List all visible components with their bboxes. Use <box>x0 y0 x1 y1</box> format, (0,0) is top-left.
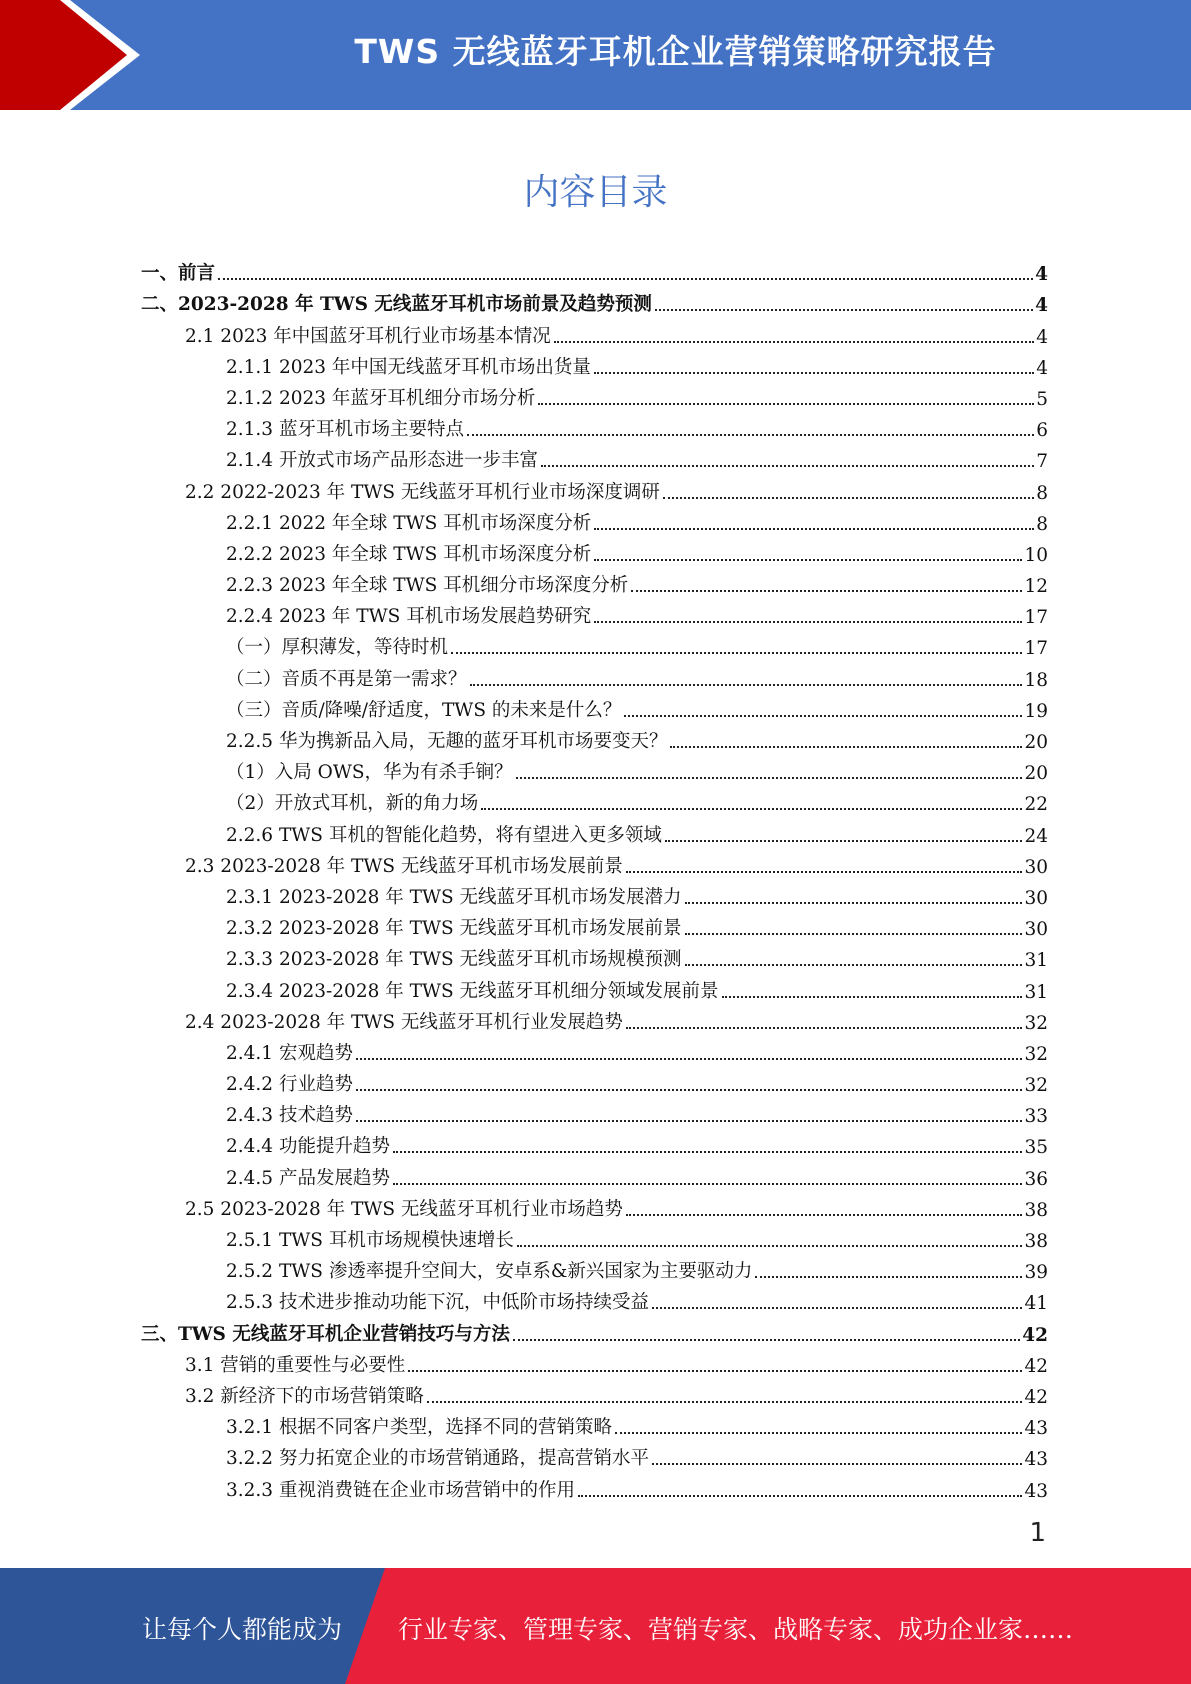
toc-entry[interactable] <box>141 1439 1048 1470</box>
toc-dot-leader <box>356 1120 1023 1122</box>
toc-entry-label: 2.2.1 2022 年全球 TWS 耳机市场深度分析 <box>226 512 592 534</box>
toc-entry[interactable] <box>141 441 1048 472</box>
toc-entry-label: 3.2.3 重视消费链在企业市场营销中的作用 <box>226 1479 575 1501</box>
toc-entry[interactable] <box>141 379 1048 410</box>
toc-entry[interactable] <box>141 1377 1048 1408</box>
toc-entry[interactable] <box>141 815 1048 846</box>
toc-entry-label: 2.1.3 蓝牙耳机市场主要特点 <box>226 419 464 441</box>
toc-dot-leader <box>594 559 1022 561</box>
toc-entry-page: 8 <box>1036 482 1048 504</box>
toc-dot-leader <box>356 1058 1023 1060</box>
toc-entry[interactable] <box>141 784 1048 815</box>
toc-entry-label: 二、2023-2028 年 TWS 无线蓝牙耳机市场前景及趋势预测 <box>141 294 652 316</box>
toc-dot-leader <box>652 1307 1022 1309</box>
toc-entry[interactable] <box>141 504 1048 535</box>
toc-dot-leader <box>685 964 1023 966</box>
toc-entry-label: 2.3.3 2023-2028 年 TWS 无线蓝牙耳机市场规模预测 <box>226 949 682 971</box>
toc-dot-leader <box>517 1245 1023 1247</box>
toc-entry-label: 2.3.2 2023-2028 年 TWS 无线蓝牙耳机市场发展前景 <box>226 918 682 940</box>
toc-entry-label: （一）厚积薄发，等待时机 <box>226 637 449 659</box>
toc-dot-leader <box>626 1027 1023 1029</box>
toc-entry-page: 8 <box>1036 513 1048 535</box>
toc-entry-page: 10 <box>1024 544 1048 566</box>
page-number: 1 <box>1029 1518 1046 1548</box>
toc-entry[interactable] <box>141 1408 1048 1439</box>
toc-entry[interactable] <box>141 410 1048 441</box>
toc-entry[interactable] <box>141 909 1048 940</box>
toc-entry[interactable] <box>141 348 1048 379</box>
toc-entry[interactable] <box>141 628 1048 659</box>
toc-entry-label: 2.4.2 行业趋势 <box>226 1074 353 1096</box>
toc-entry-page: 42 <box>1024 1355 1048 1377</box>
toc-entry[interactable] <box>141 1314 1048 1345</box>
toc-entry[interactable] <box>141 1283 1048 1314</box>
toc-entry[interactable] <box>141 753 1048 784</box>
toc-dot-leader <box>356 1089 1023 1091</box>
toc-entry-page: 36 <box>1024 1168 1048 1190</box>
toc-entry-label: 2.4.4 功能提升趋势 <box>226 1136 390 1158</box>
toc-entry[interactable] <box>141 722 1048 753</box>
toc-entry-label: 3.2.2 努力拓宽企业的市场营销通路，提高营销水平 <box>226 1448 649 1470</box>
toc-heading: 内容目录 <box>523 172 668 213</box>
toc-dot-leader <box>626 871 1023 873</box>
toc-dot-leader <box>722 996 1023 998</box>
toc-dot-leader <box>685 933 1023 935</box>
toc-entry[interactable] <box>141 472 1048 503</box>
toc-entry-page: 12 <box>1024 576 1048 598</box>
toc-entry-page: 32 <box>1024 1012 1048 1034</box>
toc-dot-leader <box>685 902 1023 904</box>
toc-dot-leader <box>655 309 1033 311</box>
toc-entry-page: 39 <box>1024 1262 1048 1284</box>
toc-entry[interactable] <box>141 285 1048 316</box>
toc-entry[interactable] <box>141 1065 1048 1096</box>
toc-entry[interactable] <box>141 878 1048 909</box>
toc-dot-leader <box>615 1432 1022 1434</box>
toc-entry-label: 2.3.4 2023-2028 年 TWS 无线蓝牙耳机细分领域发展前景 <box>226 980 719 1002</box>
toc-dot-leader <box>594 621 1022 623</box>
header-banner <box>0 0 1191 110</box>
toc-entry[interactable] <box>141 1221 1048 1252</box>
toc-entry-label: （二）音质不再是第一需求？ <box>226 668 467 690</box>
toc-entry-page: 33 <box>1024 1106 1048 1128</box>
toc-dot-leader <box>663 497 1034 499</box>
toc-entry-label: 2.2.2 2023 年全球 TWS 耳机市场深度分析 <box>226 543 592 565</box>
toc-entry-label: 2.1.4 开放式市场产品形态进一步丰富 <box>226 450 538 472</box>
report-title: TWS 无线蓝牙耳机企业营销策略研究报告 <box>354 32 997 71</box>
toc-entry-page: 7 <box>1036 451 1048 473</box>
footer-slogan-right: 行业专家、管理专家、营销专家、战略专家、成功企业家…… <box>398 1615 1074 1644</box>
toc-entry-page: 43 <box>1024 1449 1048 1471</box>
toc-entry[interactable] <box>141 254 1048 285</box>
toc-entry-label: 一、前言 <box>141 263 216 285</box>
toc-dot-leader <box>481 808 1022 810</box>
toc-dot-leader <box>755 1276 1022 1278</box>
toc-entry-page: 35 <box>1024 1137 1048 1159</box>
toc-entry-page: 6 <box>1036 420 1048 442</box>
toc-dot-leader <box>538 403 1034 405</box>
toc-entry-label: 2.5.2 TWS 渗透率提升空间大，安卓系&新兴国家为主要驱动力 <box>226 1261 753 1283</box>
toc-entry[interactable] <box>141 940 1048 971</box>
toc-entry-label: 2.4.1 宏观趋势 <box>226 1042 353 1064</box>
toc-entry[interactable] <box>141 1252 1048 1283</box>
toc-dot-leader <box>470 684 1023 686</box>
toc-dot-leader <box>218 278 1033 280</box>
toc-entry-label: 2.2.3 2023 年全球 TWS 耳机细分市场深度分析 <box>226 575 629 597</box>
toc-entry-label: 2.4.5 产品发展趋势 <box>226 1167 390 1189</box>
toc-entry-page: 32 <box>1024 1075 1048 1097</box>
toc-entry[interactable] <box>141 535 1048 566</box>
toc-entry-page: 30 <box>1024 887 1048 909</box>
toc-entry-page: 42 <box>1024 1386 1048 1408</box>
toc-dot-leader <box>393 1183 1022 1185</box>
toc-entry[interactable] <box>141 659 1048 690</box>
toc-entry-page: 32 <box>1024 1043 1048 1065</box>
toc-entry-page: 42 <box>1022 1324 1048 1346</box>
toc-entry-page: 38 <box>1024 1199 1048 1221</box>
toc-entry-page: 19 <box>1024 700 1048 722</box>
toc-entry-page: 31 <box>1024 981 1048 1003</box>
toc-entry-page: 20 <box>1024 763 1048 785</box>
toc-dot-leader <box>665 840 1023 842</box>
toc-entry-page: 43 <box>1024 1480 1048 1502</box>
toc-dot-leader <box>626 1214 1023 1216</box>
footer-slogan-left: 让每个人都能成为 <box>142 1615 343 1644</box>
footer-banner <box>0 1568 1191 1684</box>
toc-entry-page: 4 <box>1036 357 1048 379</box>
toc-entry-label: 2.1 2023 年中国蓝牙耳机行业市场基本情况 <box>185 325 551 347</box>
toc-entry-label: 2.2.6 TWS 耳机的智能化趋势，将有望进入更多领域 <box>226 824 662 846</box>
toc-dot-leader <box>578 1495 1022 1497</box>
toc-entry-label: 2.4.3 技术趋势 <box>226 1105 353 1127</box>
toc-entry-page: 4 <box>1035 264 1048 286</box>
toc-entry[interactable] <box>141 1096 1048 1127</box>
toc-entry-page: 30 <box>1024 856 1048 878</box>
toc-entry-page: 4 <box>1036 326 1048 348</box>
toc-dot-leader <box>652 1463 1022 1465</box>
toc-entry-page: 38 <box>1024 1231 1048 1252</box>
toc-dot-leader <box>594 372 1034 374</box>
toc-entry-page: 4 <box>1035 295 1048 317</box>
toc-entry-label: 3.2 新经济下的市场营销策略 <box>185 1385 424 1407</box>
toc-entry-label: 2.1.1 2023 年中国无线蓝牙耳机市场出货量 <box>226 356 591 378</box>
toc-entry-label: 2.5.1 TWS 耳机市场规模快速增长 <box>226 1230 514 1251</box>
toc-entry-label: 2.2 2022-2023 年 TWS 无线蓝牙耳机行业市场深度调研 <box>185 481 660 503</box>
toc-entry-label: 2.4 2023-2028 年 TWS 无线蓝牙耳机行业发展趋势 <box>185 1011 623 1033</box>
toc-dot-leader <box>451 652 1022 654</box>
toc-dot-leader <box>670 746 1022 748</box>
toc-entry-page: 24 <box>1024 825 1048 847</box>
toc-entry-label: 2.5 2023-2028 年 TWS 无线蓝牙耳机行业市场趋势 <box>185 1198 623 1220</box>
toc-entry-label: 2.2.5 华为携新品入局，无趣的蓝牙耳机市场要变天？ <box>226 731 668 752</box>
toc-entry-label: 3.2.1 根据不同客户类型，选择不同的营销策略 <box>226 1417 612 1439</box>
toc-entry[interactable] <box>141 1127 1048 1158</box>
toc-entry-label: 2.3.1 2023-2028 年 TWS 无线蓝牙耳机市场发展潜力 <box>226 886 682 908</box>
table-of-contents <box>141 254 1048 1502</box>
toc-entry-label: （1）入局 OWS，华为有杀手锏？ <box>226 762 513 784</box>
toc-entry-label: （2）开放式耳机，新的角力场 <box>226 793 479 815</box>
toc-dot-leader <box>631 590 1022 592</box>
toc-entry-label: 2.5.3 技术进步推动功能下沉，中低阶市场持续受益 <box>226 1292 649 1314</box>
toc-entry[interactable] <box>141 316 1048 347</box>
toc-entry[interactable] <box>141 597 1048 628</box>
toc-dot-leader <box>516 777 1023 779</box>
toc-entry-label: 2.3 2023-2028 年 TWS 无线蓝牙耳机市场发展前景 <box>185 855 623 877</box>
toc-dot-leader <box>554 341 1034 343</box>
toc-entry-label: 2.2.4 2023 年 TWS 耳机市场发展趋势研究 <box>226 606 592 628</box>
toc-entry-page: 17 <box>1024 638 1048 660</box>
toc-entry[interactable] <box>141 847 1048 878</box>
toc-entry[interactable] <box>141 1190 1048 1221</box>
toc-dot-leader <box>624 715 1022 717</box>
toc-entry[interactable] <box>141 1346 1048 1377</box>
toc-entry-page: 5 <box>1036 388 1048 410</box>
toc-dot-leader <box>513 1339 1020 1341</box>
toc-entry-label: 2.1.2 2023 年蓝牙耳机细分市场分析 <box>226 387 536 409</box>
toc-entry-page: 18 <box>1024 669 1048 691</box>
toc-entry-page: 30 <box>1024 919 1048 941</box>
toc-entry[interactable] <box>141 1034 1048 1065</box>
toc-entry[interactable] <box>141 1158 1048 1189</box>
toc-entry[interactable] <box>141 1470 1048 1501</box>
toc-dot-leader <box>541 465 1034 467</box>
toc-dot-leader <box>594 528 1034 530</box>
toc-entry[interactable] <box>141 691 1048 722</box>
toc-entry[interactable] <box>141 566 1048 597</box>
toc-entry-label: 三、TWS 无线蓝牙耳机企业营销技巧与方法 <box>141 1323 510 1345</box>
toc-dot-leader <box>467 434 1034 436</box>
toc-entry-page: 41 <box>1024 1293 1048 1315</box>
toc-entry-label: （三）音质/降噪/舒适度，TWS 的未来是什么？ <box>226 699 622 721</box>
toc-entry-page: 31 <box>1024 950 1048 972</box>
toc-entry-page: 22 <box>1024 794 1048 816</box>
toc-dot-leader <box>408 1370 1022 1372</box>
toc-entry[interactable] <box>141 1003 1048 1034</box>
toc-entry[interactable] <box>141 971 1048 1002</box>
toc-dot-leader <box>427 1401 1023 1403</box>
toc-dot-leader <box>393 1151 1022 1153</box>
toc-entry-label: 3.1 营销的重要性与必要性 <box>185 1354 406 1376</box>
toc-entry-page: 17 <box>1024 607 1048 629</box>
toc-entry-page: 43 <box>1024 1418 1048 1440</box>
toc-entry-page: 20 <box>1024 732 1048 753</box>
